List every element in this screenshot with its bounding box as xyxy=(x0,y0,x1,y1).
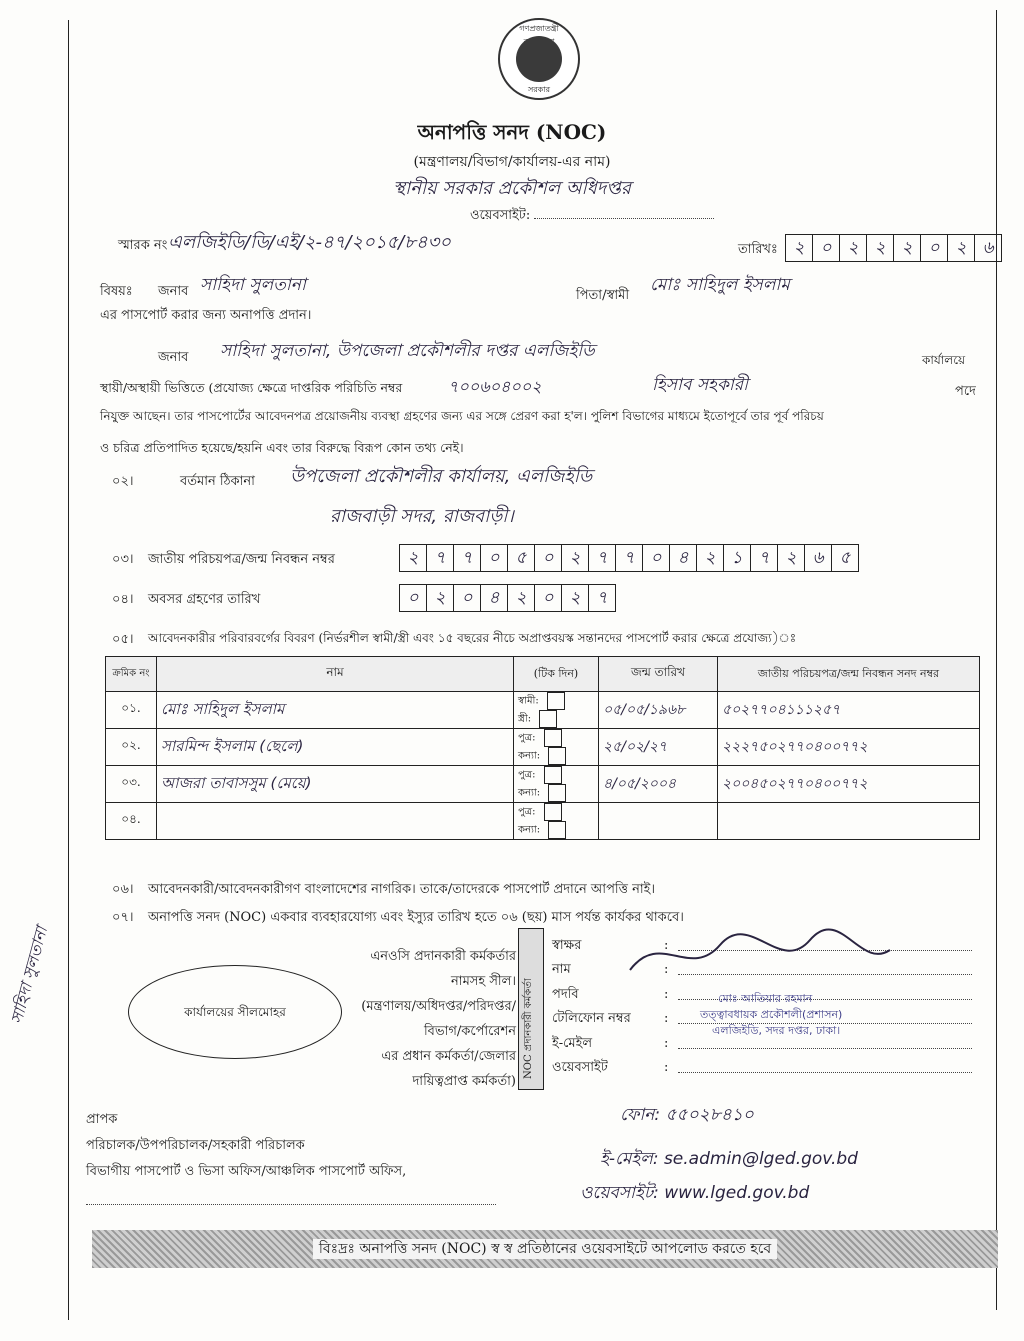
applicant-name: সাহিদা সুলতানা xyxy=(200,275,306,295)
handwritten-phone: ফোন: ৫৫০২৮৪১০ xyxy=(620,1105,754,1125)
left-margin-line xyxy=(68,20,69,1320)
relation-option xyxy=(518,766,594,784)
row-serial: ০২. xyxy=(106,729,157,766)
signatory-field-colon: : xyxy=(664,1035,669,1051)
relation-label: কন্যা: xyxy=(518,750,541,762)
nid-digit-box: ৫ xyxy=(831,544,859,572)
nid-digit-box: ৭ xyxy=(750,544,778,572)
nid-digit-box: ২ xyxy=(561,544,589,572)
seal-emblem-icon xyxy=(516,36,562,82)
row-dob: ২৫/০২/২৭ xyxy=(599,729,718,766)
signatory-field-label: ওয়েবসাইট xyxy=(552,1060,608,1076)
item-04-number: ০৪। xyxy=(112,592,134,607)
memo-number: এলজিইডি/ডি/এই/২-৪৭/২০১৫/৮৪৩০ xyxy=(168,232,452,253)
relation-option xyxy=(518,821,594,839)
nid-digit-box: ৭ xyxy=(453,544,481,572)
row-nid: ২২২৭৫০২৭৭০৪০০৭৭২ xyxy=(718,729,980,766)
retirement-digit-box: ২ xyxy=(507,584,535,612)
retirement-digit-box: ৭ xyxy=(588,584,616,612)
clause-06-number: ০৬। xyxy=(112,882,134,897)
nid-digit-box: ৫ xyxy=(507,544,535,572)
row-name: আজরা তাবাসসুম (মেয়ে) xyxy=(157,766,514,803)
seal-top-text: গণপ্রজাতন্ত্রী xyxy=(519,24,559,33)
item-03-number: ০৩। xyxy=(112,552,134,567)
column-text: NOC প্রদানকারী কর্মকর্তা xyxy=(523,978,534,1079)
row-dob: ০৫/০৫/১৯৬৮ xyxy=(599,692,718,729)
nid-digit-box: ৬ xyxy=(804,544,832,572)
website-blank xyxy=(534,218,714,219)
relation-label: কন্যা: xyxy=(518,787,541,799)
page-title: অনাপত্তি সনদ (NOC) xyxy=(417,120,607,144)
row-nid xyxy=(718,803,980,840)
signatory-field-label: স্বাক্ষর xyxy=(552,938,582,953)
subject-label: বিষয়ঃ xyxy=(100,284,133,299)
retirement-digit-box: ২ xyxy=(561,584,589,612)
nid-digit-box: ০ xyxy=(480,544,508,572)
header-nid: জাতীয় পরিচয়পত্র/জন্ম নিবন্ধন সনদ নম্বর xyxy=(718,657,980,692)
office-seal-oval: কার্যালয়ের সীলমোহর xyxy=(128,965,342,1059)
retirement-digit-box: ০ xyxy=(399,584,427,612)
recipient-line-1: পরিচালক/উপপরিচালক/সহকারী পরিচালক xyxy=(86,1138,305,1153)
subject-purpose: এর পাসপোর্ট করার জন্য অনাপত্তি প্রদান। xyxy=(100,308,312,323)
signatory-field-colon: : xyxy=(664,986,669,1002)
row-name xyxy=(157,803,514,840)
row-nid: ২০০৪৫০২৭৭০৪০০৭৭২ xyxy=(718,766,980,803)
signatory-description-line: (মন্ত্রণালয়/অধিদপ্তর/পরিদপ্তর/ xyxy=(361,999,516,1014)
relation-label: কন্যা: xyxy=(518,824,541,836)
nid-digit-box: ৪ xyxy=(669,544,697,572)
header-dob: জন্ম তারিখ xyxy=(599,657,718,692)
officer-line: সাহিদা সুলতানা, উপজেলা প্রকৌশলীর দপ্তর এলজিইডি xyxy=(220,341,595,361)
subject-mr-label: জনাব xyxy=(158,284,189,299)
nid-digit-box: ৭ xyxy=(588,544,616,572)
relation-checkbox[interactable] xyxy=(539,710,557,728)
header-serial: ক্রমিক নং xyxy=(106,657,157,692)
government-seal xyxy=(498,18,580,100)
recipient-line-2: বিভাগীয় পাসপোর্ট ও ভিসা অফিস/আঞ্চলিক পাসপোর্ট অফিস, xyxy=(86,1164,407,1179)
retirement-digit-box: ০ xyxy=(534,584,562,612)
row-nid: ৫০২৭৭০৪১১১২৫৭ xyxy=(718,692,980,729)
relation-option xyxy=(518,729,594,747)
retirement-digit-box: ২ xyxy=(426,584,454,612)
body-line4: ও চরিত্র প্রতিপাদিত হয়েছে/হয়নি এবং তার বিরুদ্ধে বিরূপ কোন তথ্য নেই। xyxy=(100,440,464,455)
header-tick: (টিক দিন) xyxy=(514,657,599,692)
signatory-field-label: পদবি xyxy=(552,986,579,1002)
stamp-name: মোঃ আতিয়ার রহমান xyxy=(718,992,813,1005)
table-row xyxy=(106,803,980,840)
table-row xyxy=(106,729,980,766)
father-name: মোঃ সাহিদুল ইসলাম xyxy=(650,275,790,295)
clause-07: অনাপত্তি সনদ (NOC) একবার ব্যবহারযোগ্য এবং ইস্যুর তারিখ হতে ০৬ (ছয়) মাস পর্যন্ত কার্যকর থাকবে। xyxy=(148,910,684,925)
nid-digit-box: ৭ xyxy=(426,544,454,572)
footer-note-bar xyxy=(92,1230,998,1268)
signatory-description-line: এর প্রধান কর্মকর্তা/জেলার xyxy=(381,1049,516,1064)
website-field xyxy=(470,206,714,227)
handwritten-email: ই-মেইল: se.admin@lged.gov.bd xyxy=(600,1149,858,1169)
body-mr-label: জনাব xyxy=(158,350,189,365)
signatory-field-blank xyxy=(678,1056,972,1073)
signatory-field-label: ই-মেইল xyxy=(552,1035,593,1051)
page-subtitle: (মন্ত্রণালয়/বিভাগ/কার্যালয়-এর নাম) xyxy=(413,154,611,170)
seal-bottom-text: সরকার xyxy=(527,85,550,94)
stamp-title: তত্ত্বাবধায়ক প্রকৌশলী(প্রশাসন) xyxy=(700,1008,843,1021)
relation-option xyxy=(518,710,594,728)
header-name: নাম xyxy=(157,657,514,692)
office-name: স্থানীয় সরকার প্রকৌশল অধিদপ্তর xyxy=(393,178,631,199)
retirement-date-boxes xyxy=(400,584,616,612)
signatory-description-line: এনওসি প্রদানকারী কর্মকর্তার xyxy=(370,949,516,964)
nid-digit-box: ১ xyxy=(723,544,751,572)
signatory-field-label: নাম xyxy=(552,962,571,978)
relation-checkbox[interactable] xyxy=(548,747,566,765)
relation-checkbox[interactable] xyxy=(548,821,566,839)
nid-digit-box: ০ xyxy=(642,544,670,572)
signatory-field-row xyxy=(552,1056,992,1080)
handwritten-website: ওয়েবসাইট: www.lged.gov.bd xyxy=(580,1183,810,1203)
signatory-description-line: দায়িত্বপ্রাপ্ত কর্মকর্তা) xyxy=(412,1074,516,1089)
item-04-label: অবসর গ্রহণের তারিখ xyxy=(148,592,261,607)
date-digit-box: ০ xyxy=(920,234,948,262)
row-relation xyxy=(514,729,599,766)
clause-06: আবেদনকারী/আবেদনকারীগণ বাংলাদেশের নাগরিক। তাকে/তাদেরকে পাসপোর্ট প্রদানে আপত্তি নাই। xyxy=(148,882,656,897)
row-name: সারমিন্দ ইসলাম (ছেলে) xyxy=(157,729,514,766)
clause-07-number: ০৭। xyxy=(112,910,134,925)
signatory-field-colon: : xyxy=(664,1011,669,1027)
relation-label: পুত্র: xyxy=(518,806,536,818)
relation-option xyxy=(518,784,594,802)
signatory-description-line: বিভাগ/কর্পোরেশন xyxy=(423,1024,516,1039)
memo-label: স্মারক নং xyxy=(118,238,168,253)
signature-mark xyxy=(620,920,900,990)
relation-option xyxy=(518,692,594,710)
address-line-1: উপজেলা প্রকৌশলীর কার্যালয়, এলজিইডি xyxy=(290,466,593,487)
body-line2: স্থায়ী/অস্থায়ী ভিত্তিতে (প্রযোজ্য ক্ষেত্রে দাপ্তরিক পরিচিতি নম্বর xyxy=(100,380,403,395)
relation-option xyxy=(518,747,594,765)
row-dob: ৪/০৫/২০০৪ xyxy=(599,766,718,803)
relation-checkbox[interactable] xyxy=(544,803,562,821)
relation-label: স্ত্রী: xyxy=(518,713,532,725)
recipient-label: প্রাপক xyxy=(86,1112,118,1127)
row-dob xyxy=(599,803,718,840)
relation-checkbox[interactable] xyxy=(544,766,562,784)
retirement-digit-box: ৪ xyxy=(480,584,508,612)
footer-note: বিঃদ্রঃ অনাপত্তি সনদ (NOC) স্ব স্ব প্রতিষ্ঠানের ওয়েবসাইটে আপলোড করতে হবে xyxy=(313,1239,777,1259)
date-digit-box: ০ xyxy=(812,234,840,262)
item-03-label: জাতীয় পরিচয়পত্র/জন্ম নিবন্ধন নম্বর xyxy=(148,552,335,567)
noc-officer-column xyxy=(518,928,544,1090)
table-header-row xyxy=(106,657,980,692)
date-boxes xyxy=(786,234,1002,262)
signatory-description-line: নামসহ সীল। xyxy=(451,974,516,989)
row-serial: ০৪. xyxy=(106,803,157,840)
signatory-field-label: টেলিফোন নম্বর xyxy=(552,1011,631,1027)
official-id: ৭০০৬০৪০০২ xyxy=(448,377,542,396)
relation-label: পুত্র: xyxy=(518,769,536,781)
row-name: মোঃ সাহিদুল ইসলাম xyxy=(157,692,514,729)
recipient-blank xyxy=(86,1204,496,1205)
retirement-digit-box: ০ xyxy=(453,584,481,612)
body-line3: নিযুক্ত আছেন। তার পাসপোর্টের আবেদনপত্র প্রয়োজনীয় ব্যবস্থা গ্রহণের জন্য এর সঙ্গে প্রেরণ করা হ'ল। পুলিশ বিভাগের মাধ্যমে ইতোপূর্বে তার পূর্ব পরিচয় xyxy=(100,409,824,423)
relation-checkbox[interactable] xyxy=(547,692,565,710)
item-02-label: বর্তমান ঠিকানা xyxy=(180,474,255,489)
table-row xyxy=(106,692,980,729)
relation-label: পুত্র: xyxy=(518,732,536,744)
relation-label: স্বামী: xyxy=(518,695,539,707)
website-label: ওয়েবসাইট: xyxy=(470,208,531,223)
item-02-number: ০২। xyxy=(112,474,134,489)
relation-option xyxy=(518,803,594,821)
date-digit-box: ২ xyxy=(947,234,975,262)
relation-checkbox[interactable] xyxy=(544,729,562,747)
nid-digit-box: ২ xyxy=(696,544,724,572)
signatory-field-colon: : xyxy=(664,1060,669,1076)
item-05-label: আবেদনকারীর পরিবারবর্গের বিবরণ (নির্ভরশীল স্বামী/স্ত্রী এবং ১৫ বছরের নীচে অপ্রাপ্তবয়স্ক সন্তানদের পাসপোর্ট করার ক্ষেত্রে প্রযোজ্য)ঃ xyxy=(148,631,797,645)
nid-boxes xyxy=(400,544,859,572)
nid-digit-box: ২ xyxy=(777,544,805,572)
nid-digit-box: ০ xyxy=(534,544,562,572)
signatory-field-colon: : xyxy=(664,962,669,978)
signatory-description xyxy=(340,944,516,1094)
date-digit-box: ২ xyxy=(785,234,813,262)
nid-digit-box: ৭ xyxy=(615,544,643,572)
date-digit-box: ৬ xyxy=(974,234,1002,262)
relation-checkbox[interactable] xyxy=(548,784,566,802)
post-suffix: পদে xyxy=(955,384,976,399)
right-margin-line xyxy=(996,10,997,1310)
designation: হিসাব সহকারী xyxy=(652,375,749,395)
row-relation xyxy=(514,692,599,729)
row-relation xyxy=(514,803,599,840)
signatory-field-colon: : xyxy=(664,938,669,953)
table-row xyxy=(106,766,980,803)
date-digit-box: ২ xyxy=(839,234,867,262)
handwritten-margin-note: সাহিদা সুলতানা xyxy=(6,924,52,1026)
address-line-2: রাজবাড়ী সদর, রাজবাড়ী। xyxy=(330,506,514,527)
date-label: তারিখঃ xyxy=(738,242,778,257)
father-label: পিতা/স্বামী xyxy=(576,288,630,303)
nid-digit-box: ২ xyxy=(399,544,427,572)
row-serial: ০৩. xyxy=(106,766,157,803)
stamp-office: এলজিইডি, সদর দপ্তর, ঢাকা। xyxy=(712,1024,841,1037)
date-digit-box: ২ xyxy=(893,234,921,262)
office-suffix: কার্যালয়ে xyxy=(922,353,966,367)
family-table xyxy=(105,656,980,840)
row-serial: ০১. xyxy=(106,692,157,729)
date-digit-box: ২ xyxy=(866,234,894,262)
row-relation xyxy=(514,766,599,803)
item-05-number: ০৫। xyxy=(112,632,134,647)
